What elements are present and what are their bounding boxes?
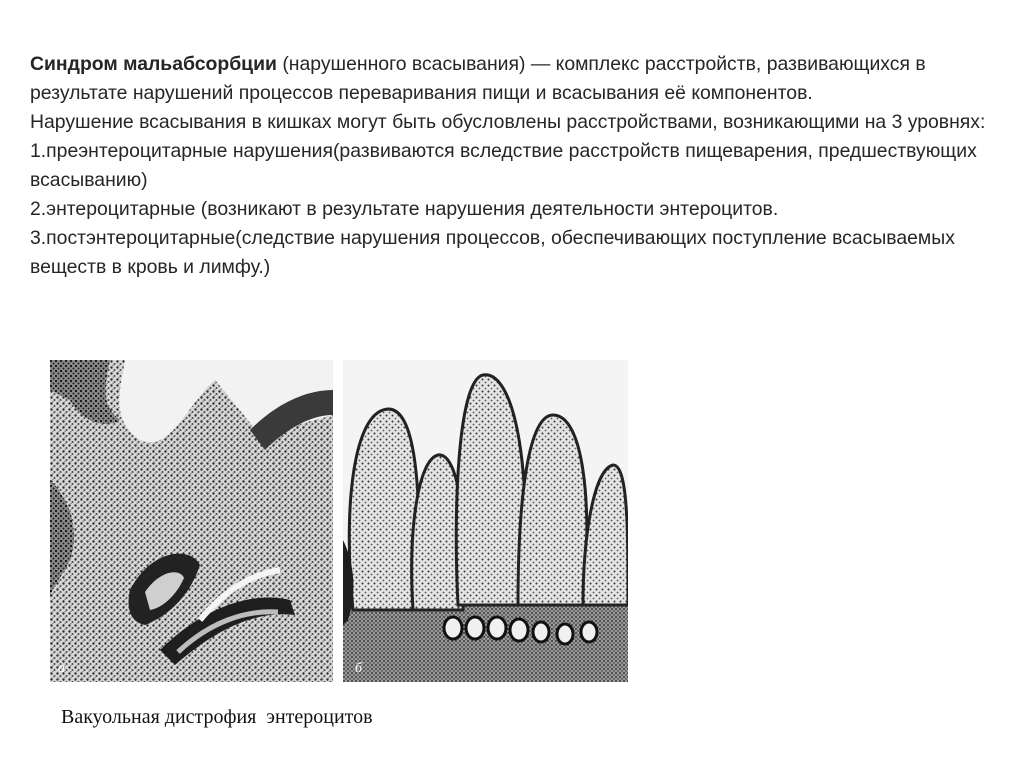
slide-text	[30, 50, 1005, 282]
definition-paragraph	[30, 50, 1005, 108]
micrograph-b-image	[343, 360, 628, 682]
term-title: Синдром мальабсорбции	[30, 53, 277, 75]
level-3: 3.постэнтероцитарные(следствие нарушения процессов, обеспечивающих поступление всасываемых веществ в кровь и лимфу.)	[30, 227, 955, 278]
micrograph-b	[343, 360, 628, 682]
figure-a-letter: а	[58, 661, 65, 676]
micrograph-a	[50, 360, 333, 682]
micrograph-a-image	[50, 360, 333, 682]
level-1: 1.преэнтероцитарные нарушения(развиваются вследствие расстройств пищеварения, предшествующих всасыванию)	[30, 140, 977, 191]
level-2: 2.энтероцитарные (возникают в результате нарушения деятельности энтероцитов.	[30, 198, 779, 220]
intro-paragraph: Нарушение всасывания в кишках могут быть обусловлены расстройствами, возникающими на 3 уровнях:	[30, 111, 986, 133]
figure-caption: Вакуольная дистрофия энтероцитов	[61, 706, 373, 728]
figure-b-letter: б	[355, 661, 363, 676]
definition-text: (нарушенного всасывания) — комплекс расстройств, развивающихся в результате нарушений процессов переваривания пищи и всасывания её компонентов.	[30, 53, 926, 104]
